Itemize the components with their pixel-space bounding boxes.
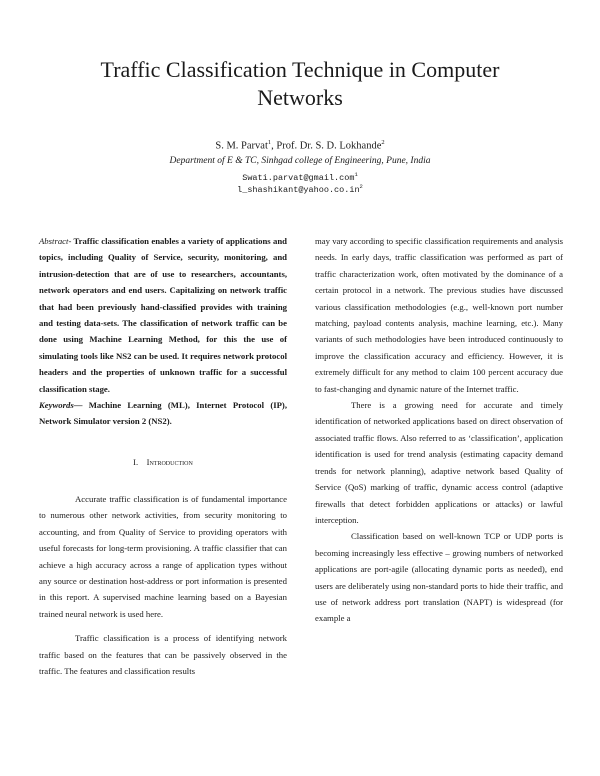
author-2: Prof. Dr. S. D. Lokhande: [276, 140, 382, 152]
right-paragraph-2: There is a growing need for accurate and timely identification of networked applications based on direct observation of associated traffic flows. Also referred to as ‘classification’, application identification is used for trend analysis (estimating capacity demand trends for network planning), adaptive network based Quality of Service (QoS) marking of traffic, dynamic access control (adaptive firewalls that detect forbidden applications or attacks) or lawful interception.: [315, 400, 563, 525]
keywords-paragraph: [39, 397, 287, 430]
affiliation: Department of E & TC, Sinhgad college of Engineering, Pune, India: [169, 156, 431, 166]
keywords-text: — Machine Learning (ML), Internet Protocol (IP), Network Simulator version 2 (NS2).: [39, 400, 287, 427]
section-heading: [39, 457, 287, 467]
author-separator: ,: [271, 140, 277, 152]
intro-paragraph-2: Traffic classification is a process of identifying network traffic based on the features that can be passively observed in the traffic. The features and classification results: [39, 633, 287, 677]
email-2-address: l_shashikant@yahoo.co.in: [237, 184, 360, 195]
section-title: Introduction: [146, 457, 193, 467]
abstract: [39, 233, 287, 397]
email-1: [60, 171, 540, 183]
email-2-mark: 2: [359, 183, 363, 190]
intro-paragraph-1: Accurate traffic classification is of fundamental importance to numerous other network activities, from security monitoring to accounting, and from Quality of Service to providing operators with useful forecasts for long-term provisioning. A traffic classifier that can achieve a high accuracy across a range of application types without any source or destination host-address or port information is presented in this report. A supervised machine learning based on a Bayesian trained neural network is used here.: [39, 494, 287, 619]
intro-column-right: [315, 233, 563, 627]
paper-title: Traffic Classification Technique in Computer Networks: [100, 57, 500, 110]
author-1: S. M. Parvat: [215, 140, 268, 152]
section-number: I.: [133, 457, 139, 467]
email-1-mark: 1: [354, 171, 358, 178]
author-2-mark: 2: [381, 139, 385, 146]
email-2: [60, 183, 540, 195]
author-1-mark: 1: [267, 139, 272, 146]
abstract-paragraph: [39, 233, 287, 397]
author-line: [60, 139, 540, 152]
keywords: [39, 397, 287, 430]
email-1-address: Swati.parvat@gmail.com: [242, 172, 355, 183]
abstract-label: Abstract-: [39, 236, 72, 246]
intro-column-left: [39, 491, 287, 679]
keywords-label: Keywords: [39, 400, 74, 410]
abstract-text: Traffic classification enables a variety of applications and topics, including Quality of Service, security, monitoring, and intrusion-detection that are of use to researchers, accountants, network operators and end users. Capitalizing on network traffic that had been previously hand-classified provides with training and testing data-sets. The classification of network traffic can be done using Machine Learning Method, for this the use of simulating tools like NS2 can be used. It requires network protocol headers and the properties of unknown traffic for a successful classification stage.: [39, 236, 287, 394]
right-paragraph-3: Classification based on well-known TCP or UDP ports is becoming increasingly less effective – growing numbers of networked applications are port-agile (allocating dynamic ports as needed), end users are deliberately using non-standard ports to hide their traffic, and use of network address port translation (NAPT) is widespread (for example a: [315, 531, 563, 624]
right-paragraph-1: may vary according to specific classification requirements and analysis needs. In early days, traffic classification was performed as part of traffic characterization work, often motivated by the dominance of a certain protocol in a network. The previous studies have discussed various classification methodologies (e.g., well-known port number matching, payload contents analysis, machine learning, etc.). Many variants of such methodologies have been introduced continuously to improve the classification accuracy and efficiency. However, it is extremely difficult for any method to claim 100 percent accuracy due to fast-changing and dynamic nature of the Internet traffic.: [315, 236, 563, 394]
